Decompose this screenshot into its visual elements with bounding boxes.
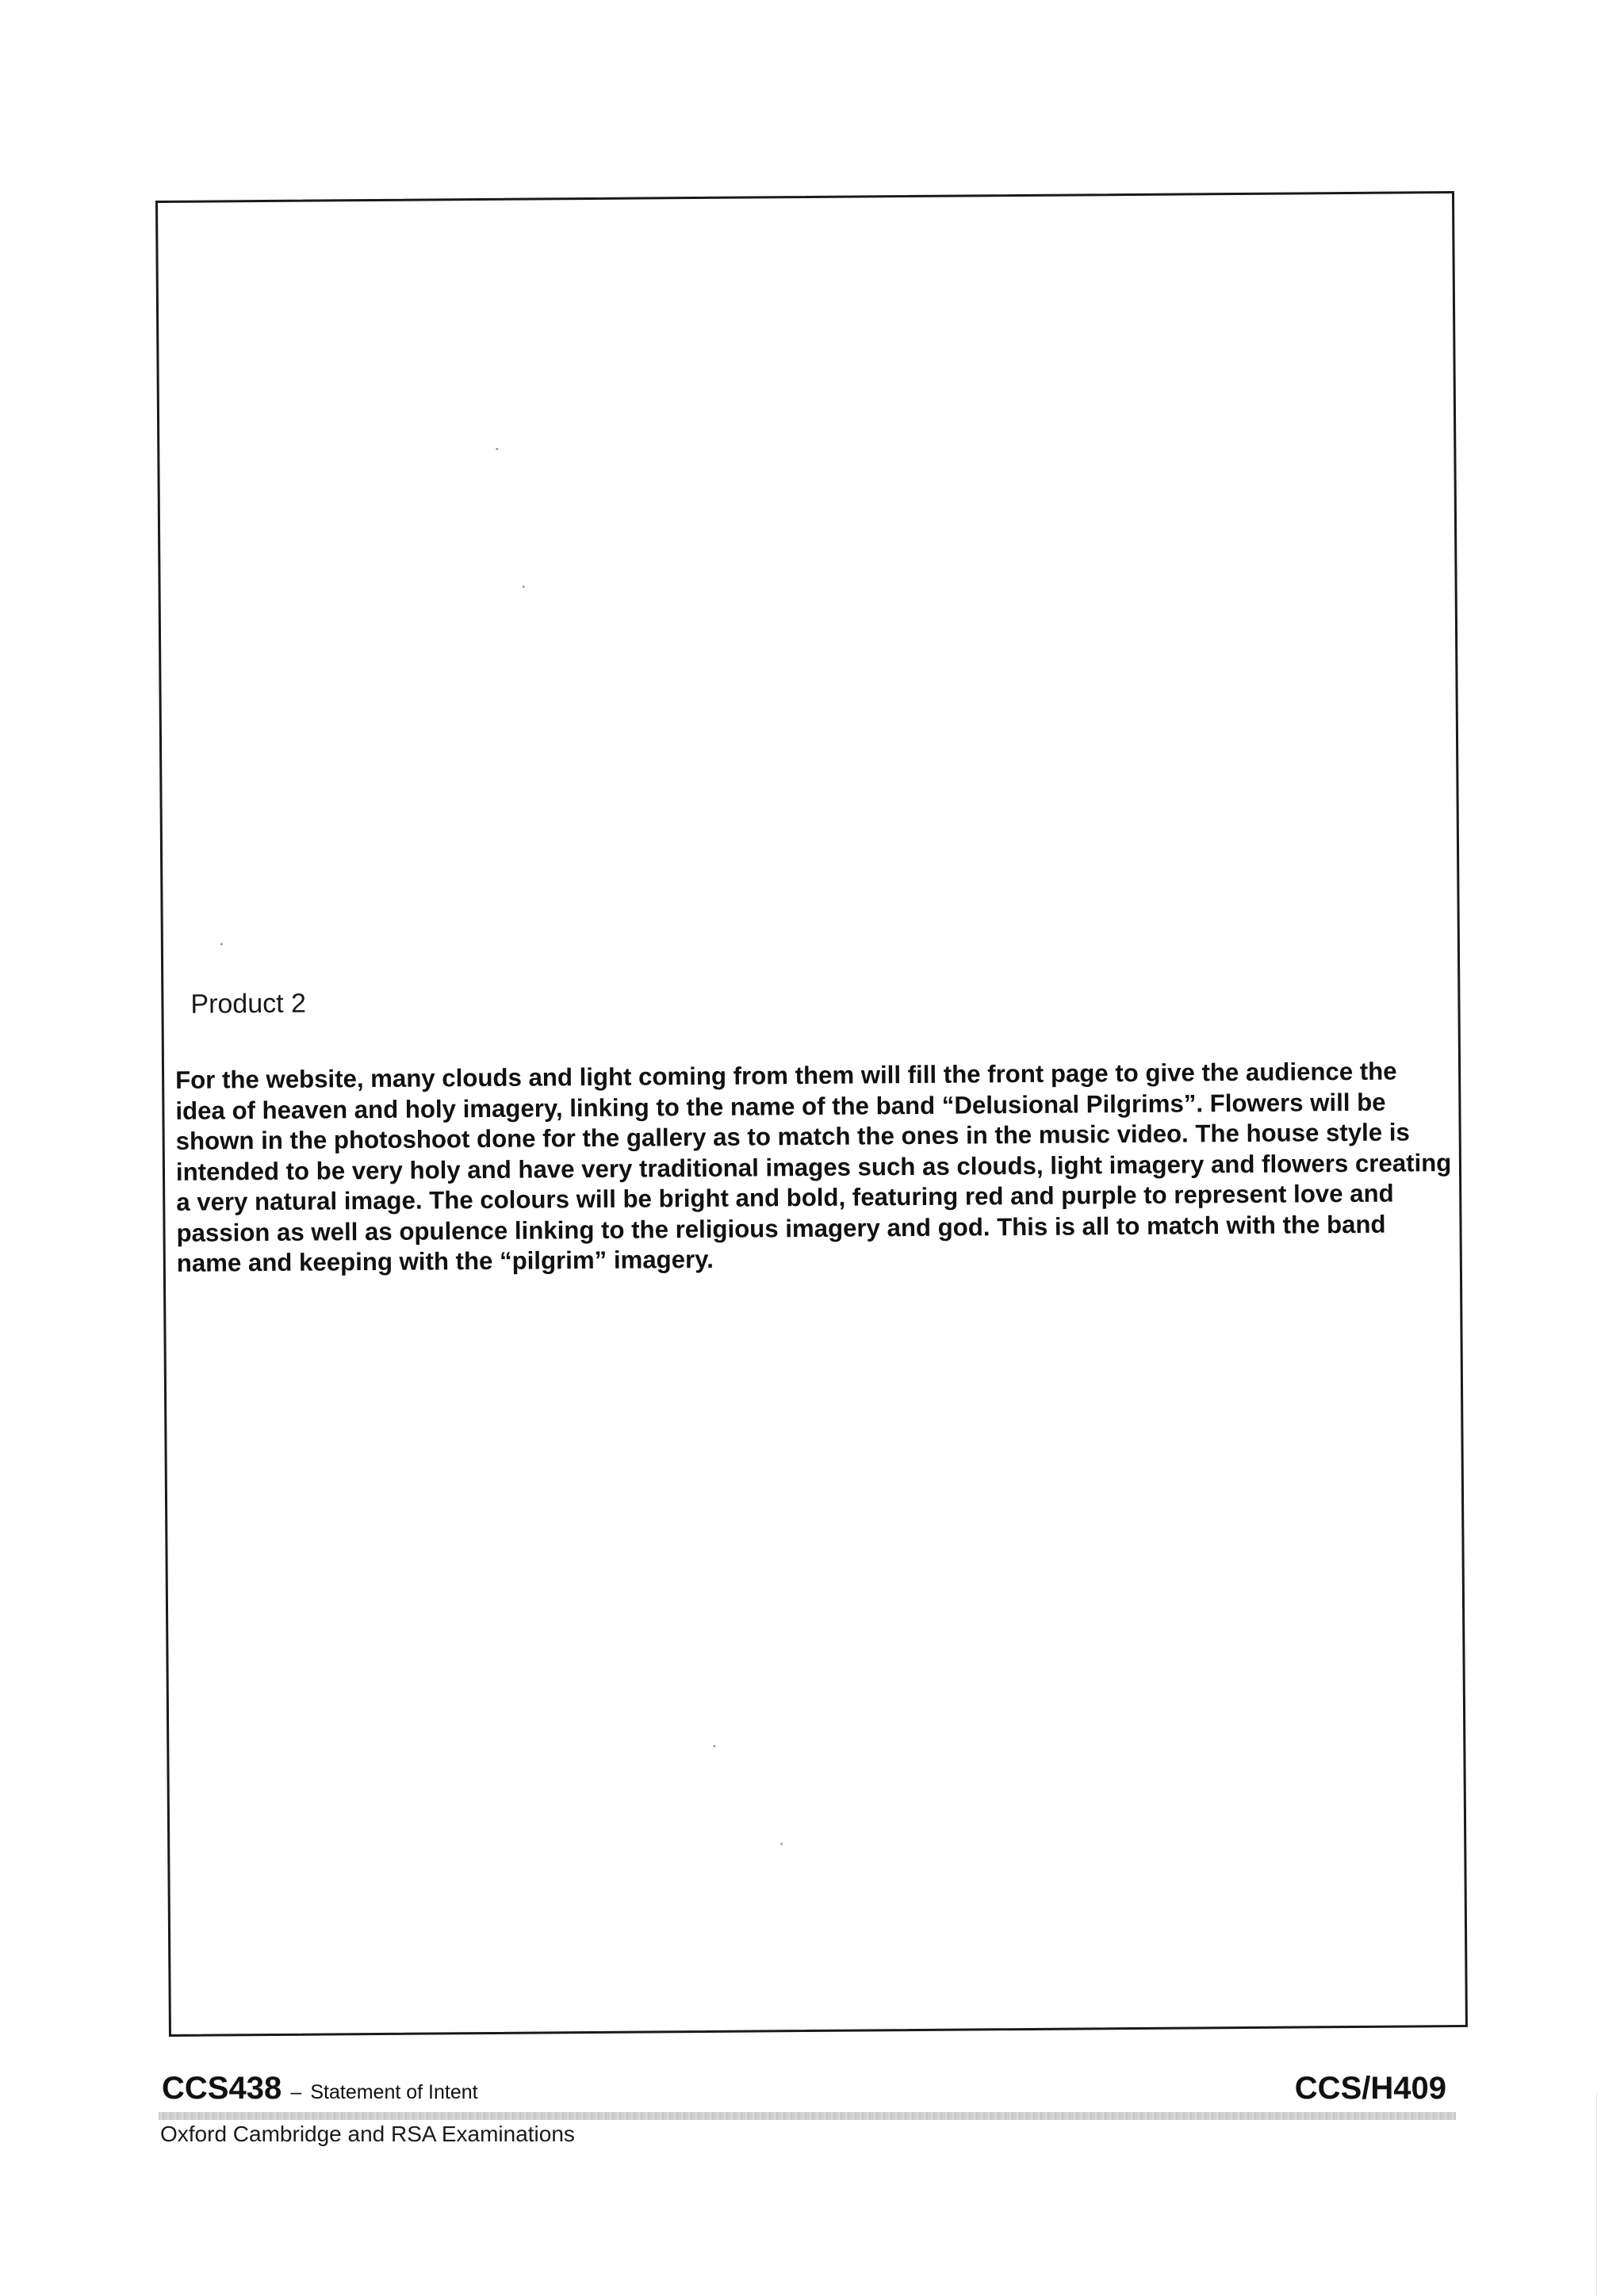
unit-code-text: CCS438 (162, 2071, 282, 2106)
scan-speck (713, 1745, 715, 1747)
unit-separator: – (290, 2081, 302, 2103)
footer-divider (159, 2112, 1456, 2120)
scan-edge-line (1596, 2093, 1597, 2296)
scan-speck (780, 1843, 783, 1845)
exam-board: Oxford Cambridge and RSA Examinations (160, 2122, 575, 2146)
spec-code: CCS/H409 (1294, 2071, 1446, 2106)
unit-title: Statement of Intent (310, 2081, 478, 2103)
unit-code (162, 2071, 478, 2107)
statement-box (155, 191, 1468, 2037)
scan-speck (523, 586, 525, 588)
scan-speck (220, 943, 223, 945)
scan-speck (496, 448, 498, 450)
product-heading: Product 2 (190, 988, 307, 1020)
statement-body: For the website, many clouds and light coming from them will fill the front page to give the audience the idea of heaven and holy imagery, linking to the name of the band “Delusional Pilgrims”. Flowers will be shown in the photoshoot done for the gallery as to match the ones in the music video. The house style is intended to be very holy and have very traditional images such as clouds, light imagery and flowers creating a very natural image. The colours will be bright and bold, featuring red and purple to represent love and passion as well as opulence linking to the religious imagery and god. This is all to match with the band name and keeping with the “pilgrim” imagery. (175, 1057, 1452, 1277)
